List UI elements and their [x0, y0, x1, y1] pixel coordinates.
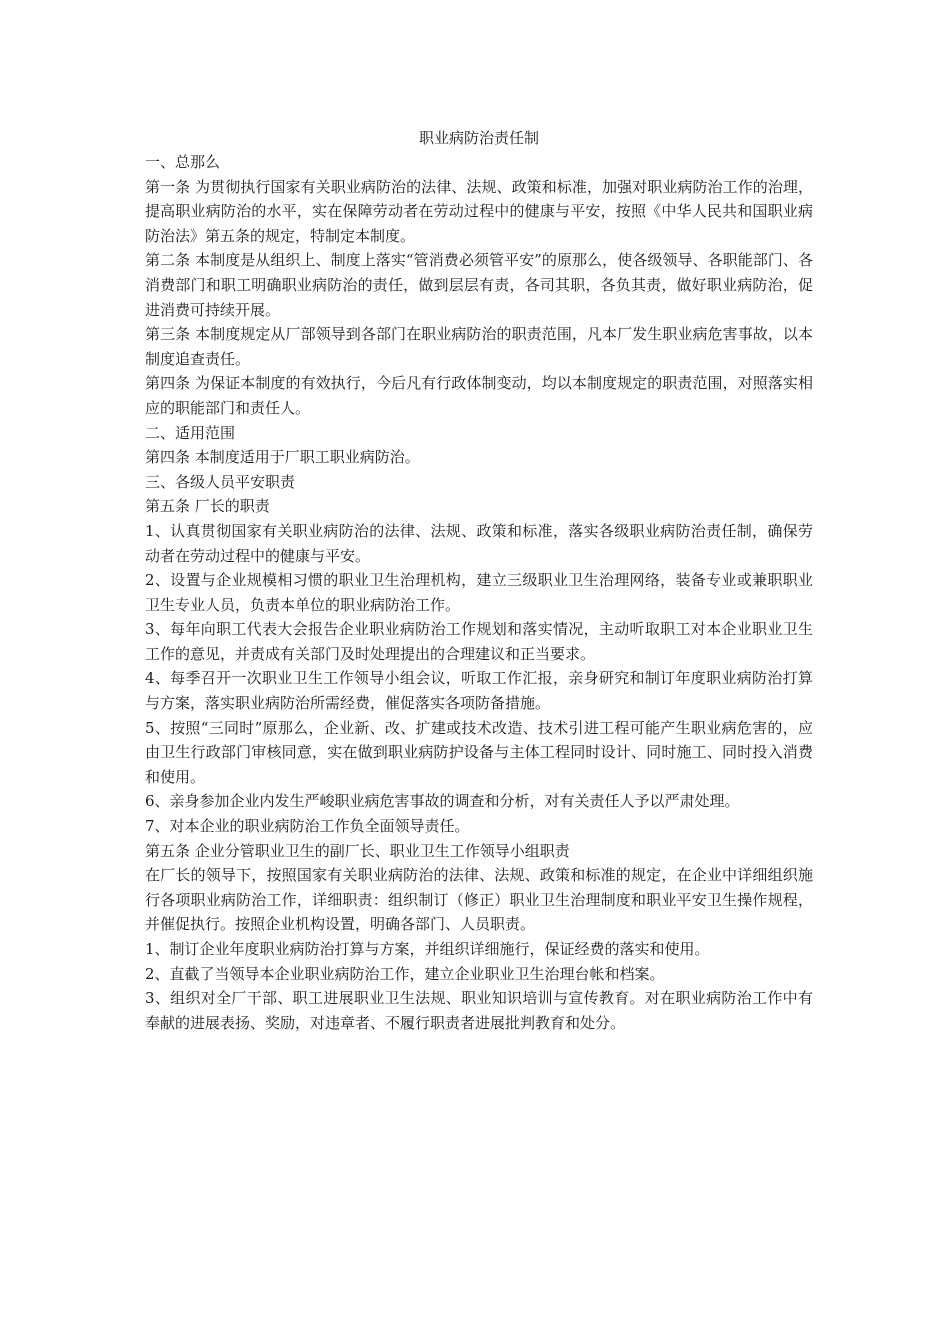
article-paragraph: 在厂长的领导下，按照国家有关职业病防治的法律、法规、政策和标准的规定，在企业中详细组织施行各项职业病防治工作，详细职责：组织制订（修正）职业卫生治理制度和职业平安卫生操作规程，并催促执行。按照企业机构设置，明确各部门、人员职责。 [145, 866, 813, 934]
list-item: 7、对本企业的职业病防治工作负全面领导责任。 [145, 817, 470, 836]
list-item: 3、每年向职工代表大会报告企业职业病防治工作规划和落实情况，主动听取职工对本企业职业卫生工作的意见，并责成有关部门及时处理提出的合理建议和正当要求。 [145, 620, 813, 663]
section-heading-scope: 二、适用范围 [145, 423, 236, 442]
article-paragraph: 第二条 本制度是从组织上、制度上落实“管消费必须管平安”的原那么，使各级领导、各职能部门、各消费部门和职工明确职业病防治的责任，做到层层有责，各司其职，各负其责，做好职业病防治，促进消费可持续开展。 [145, 251, 813, 319]
document-body [145, 150, 813, 1035]
document-title: 职业病防治责任制 [418, 129, 539, 147]
list-item: 5、按照“三同时”原那么，企业新、改、扩建或技术改造、技术引进工程可能产生职业病危害的，应由卫生行政部门审核同意，实在做到职业病防护设备与主体工程同时设计、同时施工、同时投入消费和使用。 [145, 718, 813, 786]
article-paragraph: 第三条 本制度规定从厂部领导到各部门在职业病防治的职责范围，凡本厂发生职业病危害事故，以本制度追查责任。 [145, 325, 813, 368]
list-item: 2、设置与企业规模相习惯的职业卫生治理机构，建立三级职业卫生治理网络，装备专业或兼职职业卫生专业人员，负责本单位的职业病防治工作。 [145, 571, 813, 614]
list-item: 6、亲身参加企业内发生严峻职业病危害事故的调查和分析，对有关责任人予以严肃处理。 [145, 792, 740, 811]
list-item: 1、制订企业年度职业病防治打算与方案，并组织详细施行，保证经费的落实和使用。 [145, 940, 710, 958]
article-heading: 第五条 厂长的职责 [145, 497, 270, 516]
article-paragraph: 第一条 为贯彻执行国家有关职业病防治的法律、法规、政策和标准，加强对职业病防治工作的治理，提高职业病防治的水平，实在保障劳动者在劳动过程中的健康与平安，按照《中华人民共和国职业病防治法》第五条的规定，特制定本制度。 [145, 177, 813, 245]
section-heading-general: 一、总那么 [145, 153, 221, 171]
article-paragraph: 第四条 为保证本制度的有效执行，今后凡有行政体制变动，均以本制度规定的职责范围，对照落实相应的职能部门和责任人。 [145, 374, 813, 417]
list-item: 2、直截了当领导本企业职业病防治工作，建立企业职业卫生治理台帐和档案。 [145, 964, 665, 983]
article-paragraph: 第四条 本制度适用于厂职工职业病防治。 [145, 448, 420, 467]
list-item: 3、组织对全厂干部、职工进展职业卫生法规、职业知识培训与宣传教育。对在职业病防治工作中有奉献的进展表扬、奖励，对违章者、不履行职责者进展批判教育和处分。 [145, 989, 813, 1032]
section-heading-duties: 三、各级人员平安职责 [145, 472, 296, 491]
list-item: 4、每季召开一次职业卫生工作领导小组会议，听取工作汇报，亲身研究和制订年度职业病防治打算与方案，落实职业病防治所需经费，催促落实各项防备措施。 [145, 669, 813, 713]
list-item: 1、认真贯彻国家有关职业病防治的法律、法规、政策和标准，落实各级职业病防治责任制，确保劳动者在劳动过程中的健康与平安。 [145, 521, 813, 565]
document-page [145, 126, 813, 1035]
article-heading: 第五条 企业分管职业卫生的副厂长、职业卫生工作领导小组职责 [145, 841, 570, 860]
